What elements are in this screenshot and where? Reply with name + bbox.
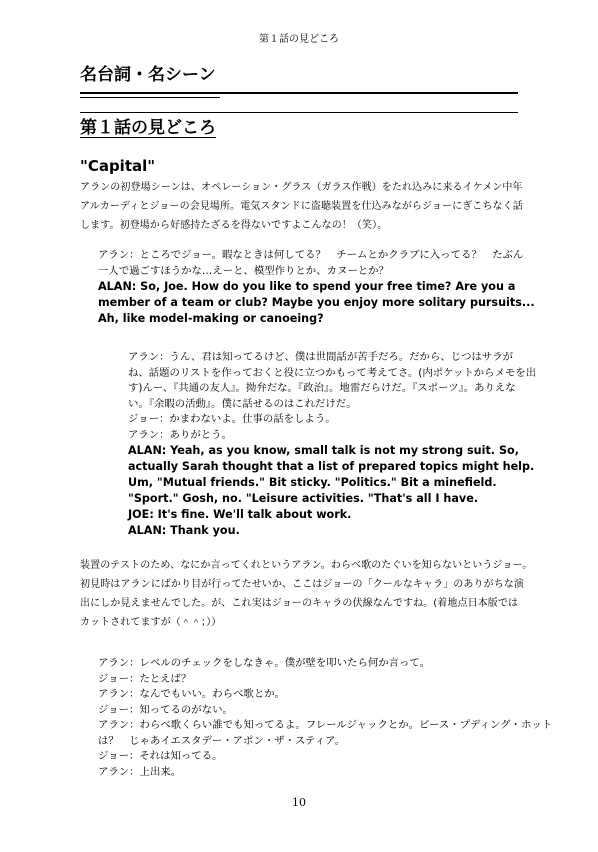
dialogue-line-en: Ah, like model-making or canoeing? bbox=[98, 312, 324, 325]
commentary-line: カットされてますが（＾＾；）） bbox=[80, 617, 222, 628]
commentary-line: 装置のテストのため、なにか言ってくれというアラン。わらべ歌のたぐいを知らないというジョー。 bbox=[80, 560, 533, 571]
dialogue-line-jp: ね、話題のリストを作っておくと役に立つかもって考えてさ。(内ポケットからメモを出 bbox=[128, 366, 537, 379]
section-title: 名台詞・名シーン bbox=[80, 65, 216, 85]
dialogue-line-en: JOE: It's fine. We'll talk about work. bbox=[128, 508, 352, 521]
dialogue-line-jp: アラン：なんでもいい。わらべ歌とか。 bbox=[98, 688, 286, 700]
subsection-title: 第１話の見どころ bbox=[80, 118, 216, 138]
dialogue-line-jp: アラン：わらべ歌くらい誰でも知ってるよ。フレールジャックとか。ピース・プディング・ホット bbox=[98, 719, 553, 731]
dialogue-block-3 bbox=[98, 656, 552, 780]
dialogue-line-jp: アラン：ところでジョー。暇なときは何してる？ チームとかクラブに入ってる？ たぶん bbox=[98, 249, 524, 261]
commentary-paragraph bbox=[80, 556, 533, 632]
dialogue-line-jp: アラン：うん、君は知ってるけど、僕は世間話が苦手だろ。だから、じつはサラが bbox=[128, 351, 514, 363]
dialogue-line-jp: 一人で過ごすほうかな…えーと、模型作りとか、カヌーとか？ bbox=[98, 264, 389, 277]
dialogue-line-jp: ジョー：かまわないよ。仕事の話をしよう。 bbox=[128, 413, 336, 425]
running-header: 第１話の見どころ bbox=[259, 34, 339, 45]
dialogue-line-jp: アラン：上出来。 bbox=[98, 765, 182, 778]
intro-line: アランの初登場シーンは、オペレーション・グラス（ガラス作戦）をたれ込みに来るイケメン中年 bbox=[80, 182, 523, 193]
commentary-line: 出にしか見えませんでした。が、これ実はジョーのキャラの伏線なんですね。(着地点日本版では bbox=[80, 598, 519, 609]
dialogue-block-2 bbox=[128, 350, 536, 539]
intro-paragraph bbox=[80, 178, 523, 235]
section-title-underline bbox=[80, 97, 220, 98]
dialogue-line-en: ALAN: Thank you. bbox=[128, 524, 240, 537]
dialogue-line-jp: アラン：ありがとう。 bbox=[128, 428, 232, 441]
intro-line: します。初登場から好感持たざるを得ないですよこんなの！（笑）。 bbox=[80, 220, 388, 231]
subsection-heading bbox=[80, 112, 518, 143]
dialogue-line-jp: ジョー：たとえば？ bbox=[98, 672, 192, 685]
section-heading bbox=[80, 64, 518, 94]
dialogue-line-en: "Sport." Gosh, no. "Leisure activities. "That's all I have. bbox=[128, 492, 479, 505]
dialogue-line-en: ALAN: So, Joe. How do you like to spend your free time? Are you a bbox=[98, 280, 516, 293]
dialogue-line-jp: は？ じゃあイエスタデー・アポン・ザ・スティア。 bbox=[98, 734, 346, 747]
dialogue-block-1 bbox=[98, 248, 535, 327]
dialogue-line-jp: アラン：レベルのチェックをしなきゃ。僕が壁を叩いたら何か言って。 bbox=[98, 657, 430, 669]
dialogue-line-en: member of a team or club? Maybe you enjoy more solitary pursuits... bbox=[98, 296, 535, 309]
dialogue-line-en: ALAN: Yeah, as you know, small talk is not my strong suit. So, bbox=[128, 444, 519, 457]
page-number: 10 bbox=[292, 796, 306, 809]
dialogue-line-jp: い。『余暇の活動』。僕に話せるのはこれだけだ。 bbox=[128, 397, 357, 410]
scene-title: "Capital" bbox=[80, 157, 156, 175]
dialogue-line-jp: ジョー：それは知ってる。 bbox=[98, 750, 223, 762]
intro-line: アルカーディとジョーの会見場所。電気スタンドに盗聴装置を仕込みながらジョーにぎこちなく話 bbox=[80, 201, 523, 212]
dialogue-line-jp: ジョー：知ってるのがない。 bbox=[98, 703, 233, 716]
dialogue-line-jp: す)んー、『共通の友人』。拗弁だな。『政治』。地雷だらけだ。『スポーツ』。ありえな bbox=[128, 382, 516, 394]
commentary-line: 初見時はアランにばかり目が行ってたせいか、ここはジョーの「クールなキャラ」のありがちな演 bbox=[80, 579, 524, 590]
dialogue-line-en: Um, "Mutual friends." Bit sticky. "Politics." Bit a minefield. bbox=[128, 476, 497, 489]
dialogue-line-en: actually Sarah thought that a list of prepared topics might help. bbox=[128, 460, 535, 473]
